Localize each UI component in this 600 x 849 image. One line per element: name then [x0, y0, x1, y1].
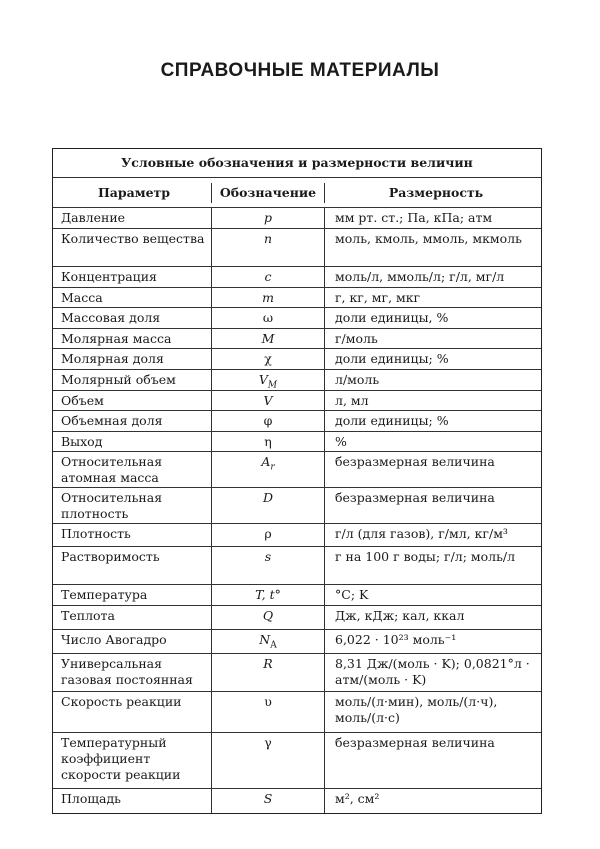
symbol: ρ [264, 526, 272, 541]
table-row [53, 654, 541, 692]
units-cell: 6,022 · 10²³ моль⁻¹ [335, 632, 457, 647]
symbol-cell [212, 411, 325, 431]
parameter-cell: Плотность [53, 524, 212, 546]
parameter-cell: Теплота [53, 606, 212, 629]
parameter-cell: Молярная масса [53, 329, 212, 348]
units-cell: м², см² [335, 791, 380, 806]
parameter-cell: Давление [53, 208, 212, 228]
table-row [53, 370, 541, 391]
table-row [53, 630, 541, 654]
symbol-cell [212, 329, 325, 348]
units-cell: г на 100 г воды; г/л; моль/л [335, 549, 516, 564]
symbol-cell [212, 288, 325, 307]
table-row [53, 606, 541, 630]
parameter-cell: Скорость реакции [53, 692, 212, 732]
symbol: N [259, 632, 271, 647]
table-row [53, 547, 541, 585]
symbol: φ [263, 413, 273, 428]
symbol: p [263, 210, 272, 225]
symbol: m [262, 290, 274, 305]
units-cell: г, кг, мг, мкг [335, 290, 421, 305]
symbol-cell [212, 488, 325, 523]
symbol-cell [212, 208, 325, 228]
units-cell: мм рт. ст.; Па, кПа; атм [335, 210, 493, 225]
table-header-row [53, 178, 541, 208]
table-row [53, 411, 541, 432]
table-row [53, 789, 541, 813]
units-cell: доли единицы, % [335, 310, 449, 325]
parameter-cell: Молярный объем [53, 370, 212, 390]
symbol: V [258, 372, 268, 387]
header-parameter: Параметр [53, 183, 212, 203]
symbol-cell [212, 391, 325, 410]
units-cell: л, мл [335, 393, 369, 408]
symbol-cell [212, 229, 325, 266]
symbol-cell [212, 267, 325, 287]
parameter-cell: Выход [53, 432, 212, 451]
symbol-cell [212, 547, 325, 584]
table-row [53, 208, 541, 229]
symbol-cell [212, 432, 325, 451]
table-row [53, 267, 541, 288]
units-cell: °C; K [335, 587, 369, 602]
parameter-cell: Растворимость [53, 547, 212, 584]
table-row [53, 733, 541, 789]
parameter-cell: Относительная атомная масса [53, 452, 212, 487]
symbol-cell [212, 733, 325, 788]
symbol: γ [264, 735, 272, 750]
units-cell: безразмерная величина [335, 454, 495, 469]
symbol: M [261, 331, 275, 346]
table-row [53, 288, 541, 308]
notation-table [52, 148, 542, 814]
symbol-cell [212, 606, 325, 629]
parameter-cell: Масса [53, 288, 212, 307]
table-caption: Условные обозначения и размерности величин [53, 149, 541, 178]
units-cell: г/моль [335, 331, 378, 346]
table-row [53, 229, 541, 267]
table-row [53, 308, 541, 329]
table-row [53, 329, 541, 349]
symbol-cell [212, 452, 325, 487]
units-cell: 8,31 Дж/(моль · K); 0,0821°л · атм/(моль · K) [335, 656, 530, 687]
parameter-cell: Относительная плотность [53, 488, 212, 523]
units-cell: доли единицы; % [335, 351, 449, 366]
table-row [53, 452, 541, 488]
symbol: R [263, 656, 273, 671]
symbol: χ [264, 351, 272, 366]
parameter-cell: Массовая доля [53, 308, 212, 328]
parameter-cell: Объемная доля [53, 411, 212, 431]
units-cell: % [335, 434, 347, 449]
symbol-cell [212, 789, 325, 813]
symbol: s [264, 549, 272, 564]
units-cell: л/моль [335, 372, 380, 387]
table-row [53, 349, 541, 370]
table-row [53, 524, 541, 547]
symbol-subscript: A [270, 640, 277, 651]
symbol-subscript: r [270, 462, 275, 473]
symbol: n [263, 231, 273, 246]
symbol: ω [262, 310, 274, 325]
symbol-cell [212, 654, 325, 691]
parameter-cell: Концентрация [53, 267, 212, 287]
symbol: c [264, 269, 272, 284]
table-row [53, 692, 541, 733]
symbol: Q [262, 608, 274, 623]
units-cell: безразмерная величина [335, 735, 495, 750]
symbol-cell [212, 585, 325, 605]
units-cell: моль/(л·мин), моль/(л·ч), моль/(л·с) [335, 694, 498, 725]
symbol: V [263, 393, 273, 408]
symbol: η [264, 434, 272, 449]
symbol-cell [212, 349, 325, 369]
symbol-cell [212, 308, 325, 328]
parameter-cell: Площадь [53, 789, 212, 813]
page-title: СПРАВОЧНЫЕ МАТЕРИАЛЫ [160, 60, 440, 81]
symbol: T, t° [255, 587, 281, 602]
parameter-cell: Универсальная газовая постоянная [53, 654, 212, 691]
symbol-cell [212, 524, 325, 546]
table-row [53, 391, 541, 411]
units-cell: Дж, кДж; кал, ккал [335, 608, 465, 623]
units-cell: доли единицы; % [335, 413, 449, 428]
parameter-cell: Количество вещества [53, 229, 212, 266]
units-cell: безразмерная величина [335, 490, 495, 505]
units-cell: г/л (для газов), г/мл, кг/м³ [335, 526, 508, 541]
symbol: S [263, 791, 273, 806]
parameter-cell: Молярная доля [53, 349, 212, 369]
symbol-cell [212, 692, 325, 732]
parameter-cell: Температура [53, 585, 212, 605]
symbol: D [262, 490, 274, 505]
symbol-cell [212, 630, 325, 653]
symbol-subscript: M [267, 380, 278, 391]
header-symbol: Обозначение [212, 183, 325, 203]
symbol-cell [212, 370, 325, 390]
table-row [53, 432, 541, 452]
table-row [53, 488, 541, 524]
units-cell: моль/л, ммоль/л; г/л, мг/л [335, 269, 505, 284]
parameter-cell: Число Авогадро [53, 630, 212, 653]
parameter-cell: Объем [53, 391, 212, 410]
symbol: υ [264, 694, 272, 709]
symbol: A [261, 454, 271, 469]
header-units: Размерность [388, 184, 484, 200]
units-cell: моль, кмоль, ммоль, мкмоль [335, 231, 522, 246]
parameter-cell: Температурный коэффициент скорости реакции [53, 733, 212, 788]
table-row [53, 585, 541, 606]
